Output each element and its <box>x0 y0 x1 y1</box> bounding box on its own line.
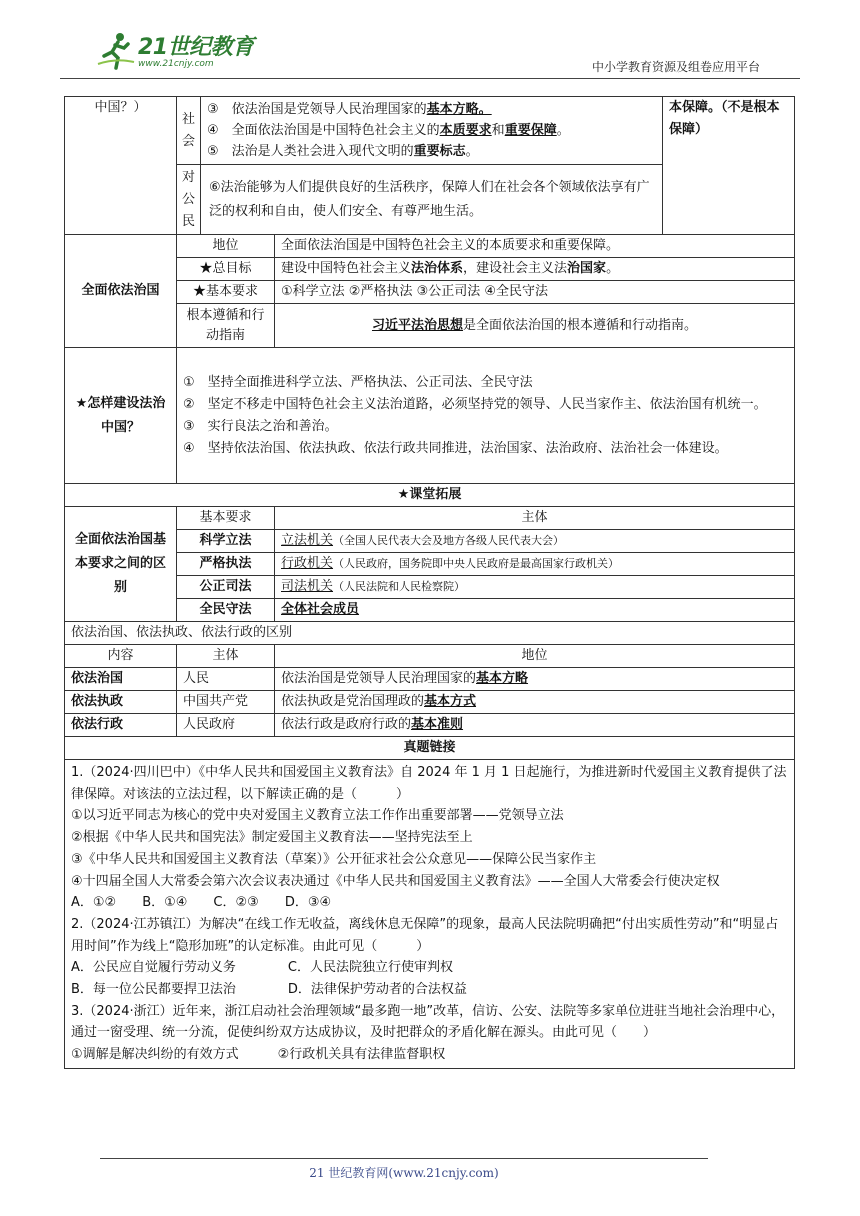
list-item: ① 坚持全面推进科学立法、严格执法、公正司法、全民守法 <box>183 374 533 390</box>
how-to-build-list <box>177 348 795 484</box>
req-cell: 严格执法 <box>177 553 275 576</box>
people-label: 对公民 <box>177 165 201 235</box>
society-label: 社会 <box>177 97 201 165</box>
how-to-build-title: ★怎样建设法治中国？ <box>65 348 177 484</box>
col-requirement: 基本要求 <box>177 507 275 530</box>
content-cell: 依法行政 <box>65 714 177 737</box>
footer-text: 21 世纪教育网(www.21cnjy.com) <box>309 1166 499 1180</box>
extension-title: ★课堂拓展 <box>65 484 795 507</box>
question-line: ①调解是解决纠纷的有效方式 ②行政机关具有法律监督职权 <box>71 1047 446 1063</box>
platform-label: 中小学教育资源及组卷应用平台 <box>591 60 760 74</box>
list-item: ④ 坚持依法治国、依法执政、依法行政共同推进，法治国家、法治政府、法治社会一体建设。 <box>183 440 728 456</box>
page-header <box>60 0 800 79</box>
content-cell: 依法治国 <box>65 668 177 691</box>
req-cell: 公正司法 <box>177 576 275 599</box>
exam-questions <box>65 760 795 1069</box>
position-text: 全面依法治国是中国特色社会主义的本质要求和重要保障。 <box>275 235 795 258</box>
requirement-text: ①科学立法 ②严格执法 ③公正司法 ④全民守法 <box>275 281 795 304</box>
content-cell: 依法执政 <box>65 691 177 714</box>
right-note: 本保障。（不是根本保障） <box>663 97 795 235</box>
requirement-label: ★基本要求 <box>177 281 275 304</box>
logo-url: www.21cnjy.com <box>138 59 214 69</box>
people-item: ⑥法治能够为人们提供良好的生活秩序，保障人们在社会各个领域依法享有广泛的权利和自由，使人们安全、有尊严地生活。 <box>201 165 663 235</box>
question-line: ③《中华人民共和国爱国主义教育法（草案）》公开征求社会公众意见——保障公民当家作主 <box>71 851 597 867</box>
col-subject: 主体 <box>177 645 275 668</box>
runner-logo-icon <box>96 30 136 70</box>
difference-title: 依法治国、依法执政、依法行政的区别 <box>65 622 795 645</box>
subject-cell: 中国共产党 <box>177 691 275 714</box>
col-status: 地位 <box>275 645 795 668</box>
question-line: 3.（2024·浙江）近年来，浙江启动社会治理领域“最多跑一地”改革，信访、公安、法院等多家单位进驻当地社会治理中心，通过一窗受理、统一分流，促使纠纷双方达成协议，及时把群众的矛盾化解在源头。由此可见（ ） <box>71 1003 785 1041</box>
req-cell: 全民守法 <box>177 599 275 622</box>
logo <box>96 30 254 70</box>
subject-cell: 全体社会成员 <box>275 599 795 622</box>
top-left-cell: 中国？） <box>65 97 177 235</box>
subject-cell: 行政机关（人民政府，国务院即中央人民政府是最高国家行政机关） <box>275 553 795 576</box>
content-table <box>64 96 795 1069</box>
rule-of-law-title: 全面依法治国 <box>65 235 177 348</box>
society-items: ③ 依法治国是党领导人民治理国家的基本方略。 ④ 全面依法治国是中国特色社会主义的本质要求和重要保障。 ⑤ 法治是人类社会进入现代文明的重要标志。 <box>201 97 663 165</box>
footer-divider <box>100 1158 708 1159</box>
logo-title: 21世纪教育 <box>138 35 254 60</box>
question-line: A．①② B．①④ C．②③ D．③④ <box>71 895 332 911</box>
guide-text: 习近平法治思想是全面依法治国的根本遵循和行动指南。 <box>275 304 795 348</box>
question-line: 2.（2024·江苏镇江）为解决“在线工作无收益，离线休息无保障”的现象，最高人民法院明确把“付出实质性劳动”和“明显占用时间”作为线上“隐形加班”的认定标准。由此可见（ ） <box>71 916 779 954</box>
subject-cell: 人民政府 <box>177 714 275 737</box>
req-cell: 科学立法 <box>177 530 275 553</box>
goal-label: ★总目标 <box>177 258 275 281</box>
status-cell: 依法行政是政府行政的基本准则 <box>275 714 795 737</box>
question-line: B．每一位公民都要捍卫法治 D．法律保护劳动者的合法权益 <box>71 982 467 998</box>
extension-left-title: 全面依法治国基本要求之间的区别 <box>65 507 177 622</box>
subject-cell: 司法机关（人民法院和人民检察院） <box>275 576 795 599</box>
exam-title: 真题链接 <box>65 737 795 760</box>
question-line: ①以习近平同志为核心的党中央对爱国主义教育立法工作作出重要部署——党领导立法 <box>71 808 564 824</box>
guide-label: 根本遵循和行动指南 <box>177 304 275 348</box>
status-cell: 依法执政是党治国理政的基本方式 <box>275 691 795 714</box>
col-content: 内容 <box>65 645 177 668</box>
list-item: ② 坚定不移走中国特色社会主义法治道路，必须坚持党的领导、人民当家作主、依法治国有机统一。 <box>183 396 767 412</box>
col-subject: 主体 <box>275 507 795 530</box>
question-line: ④十四届全国人大常委会第六次会议表决通过《中华人民共和国爱国主义教育法》——全国人大常委会行使决定权 <box>71 873 720 889</box>
question-line: A．公民应自觉履行劳动义务 C．人民法院独立行使审判权 <box>71 960 453 976</box>
list-item: ③ 实行良法之治和善治。 <box>183 418 338 434</box>
status-cell: 依法治国是党领导人民治理国家的基本方略 <box>275 668 795 691</box>
subject-cell: 人民 <box>177 668 275 691</box>
goal-text: 建设中国特色社会主义法治体系，建设社会主义法治国家。 <box>275 258 795 281</box>
question-line: ②根据《中华人民共和国宪法》制定爱国主义教育法——坚持宪法至上 <box>71 830 473 846</box>
position-label: 地位 <box>177 235 275 258</box>
question-line: 1.（2024·四川巴中）《中华人民共和国爱国主义教育法》自 2024 年 1 月 1 日起施行，为推进新时代爱国主义教育提供了法律保障。对该法的立法过程，以下解读正确的是（ ） <box>71 765 787 802</box>
subject-cell: 立法机关（全国人民代表大会及地方各级人民代表大会） <box>275 530 795 553</box>
